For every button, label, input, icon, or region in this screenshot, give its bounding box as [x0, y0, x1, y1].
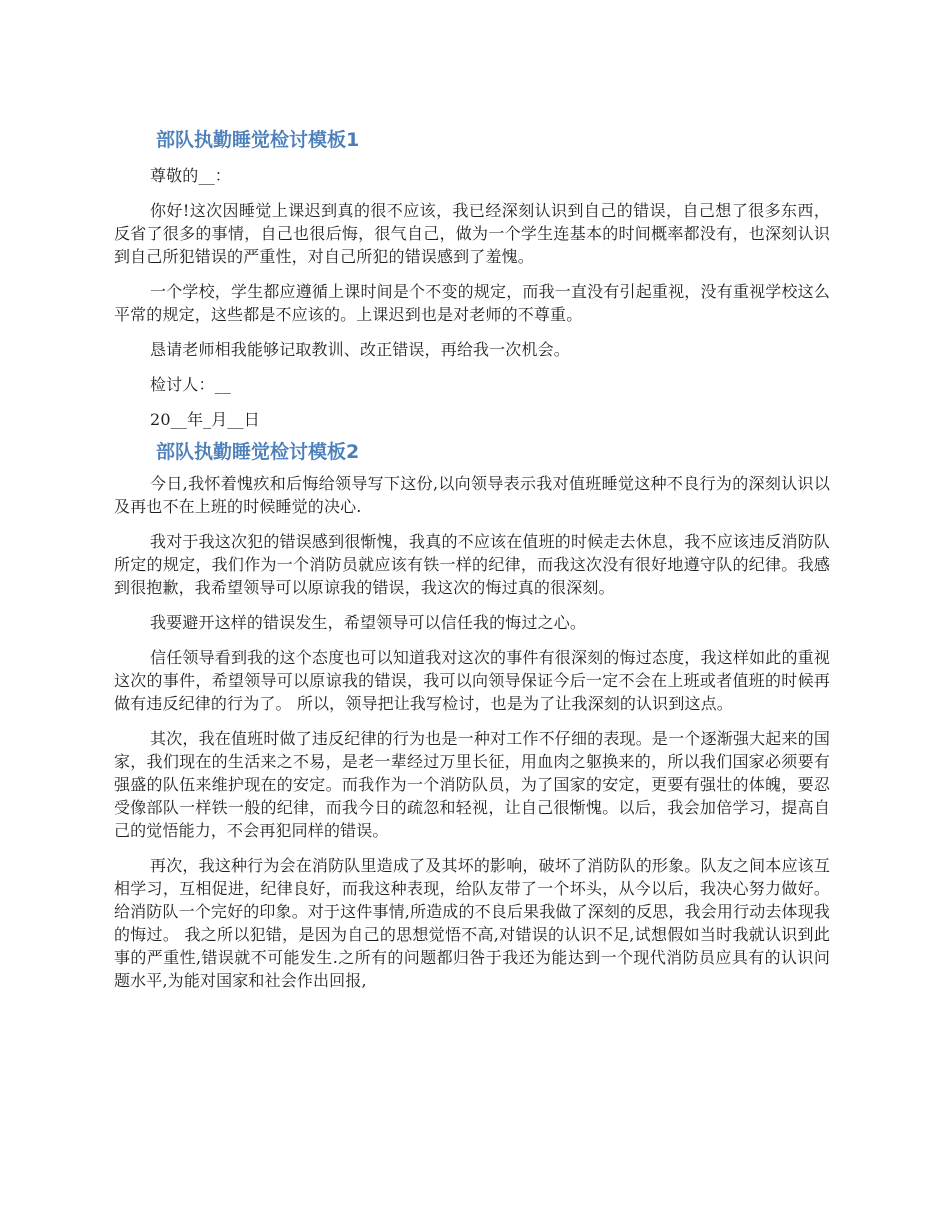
- paragraph: 我对于我这次犯的错误感到很惭愧，我真的不应该在值班的时候走去休息，我不应该违反消防队所定的规定，我们作为一个消防员就应该有铁一样的纪律，而我这次没有很好地遵守队的纪律。我感到很抱歉，我希望领导可以原谅我的错误，我这次的悔过真的很深刻。: [114, 532, 830, 597]
- paragraph: 恳请老师相我能够记取教训、改正错误，再给我一次机会。: [150, 340, 570, 359]
- paragraph: 你好!这次因睡觉上课迟到真的很不应该，我已经深刻认识到自己的错误，自己想了很多东西，反省了很多的事情，自己也很后悔，很气自己，做为一个学生连基本的时间概率都没有，也深刻认识到自己所犯错误的严重性，对自己所犯的错误感到了羞愧。: [114, 201, 830, 266]
- paragraph: 我要避开这样的错误发生，希望领导可以信任我的悔过之心。: [150, 613, 587, 632]
- section-title-2: 部队执勤睡觉检讨模板2: [156, 441, 360, 463]
- paragraph: 其次，我在值班时做了违反纪律的行为也是一种对工作不仔细的表现。是一个逐渐强大起来的国家，我们现在的生活来之不易，是老一辈经过万里长征，用血肉之躯换来的，所以我们国家必须要有强盛的队伍来维护现在的安定。而我作为一个消防队员，为了国家的安定，更要有强壮的体魄，要忍受像部队一样铁一般的纪律，而我今日的疏忽和轻视，让自己很惭愧。以后，我会加倍学习，提高自己的觉悟能力，不会再犯同样的错误。: [114, 729, 830, 840]
- signature-line: 检讨人：__: [150, 375, 231, 394]
- document-body: [114, 126, 830, 992]
- salutation: 尊敬的__：: [150, 166, 231, 185]
- paragraph: 一个学校，学生都应遵循上课时间是个不变的规定，而我一直没有引起重视，没有重视学校这么平常的规定，这些都是不应该的。上课迟到也是对老师的不尊重。: [114, 282, 830, 324]
- paragraph: 信任领导看到我的这个态度也可以知道我对这次的事件有很深刻的悔过态度，我这样如此的重视这次的事件，希望领导可以原谅我的错误，我可以向领导保证今后一定不会在上班或者值班的时候再做有违反纪律的行为了。 所以，领导把让我写检讨，也是为了让我深刻的认识到这点。: [114, 648, 830, 713]
- paragraph: 今日,我怀着愧疚和后悔给领导写下这份,以向领导表示我对值班睡觉这种不良行为的深刻认识以及再也不在上班的时候睡觉的决心.: [114, 474, 830, 516]
- section-title-1: 部队执勤睡觉检讨模板1: [156, 129, 360, 151]
- paragraph: 再次，我这种行为会在消防队里造成了及其坏的影响，破坏了消防队的形象。队友之间本应该互相学习，互相促进，纪律良好，而我这种表现，给队友带了一个坏头，从今以后，我决心努力做好。给消防队一个完好的印象。对于这件事情,所造成的不良后果我做了深刻的反思，我会用行动去体现我的悔过。 我之所以犯错，是因为自己的思想觉悟不高,对错误的认识不足,试想假如当时我就认识到此事的严重性,错误就不可能发生.之所有的问题都归咎于我还为能达到一个现代消防员应具有的认识问题水平,为能对国家和社会作出回报,: [114, 856, 830, 990]
- date-line: 20__年_月__日: [150, 410, 260, 429]
